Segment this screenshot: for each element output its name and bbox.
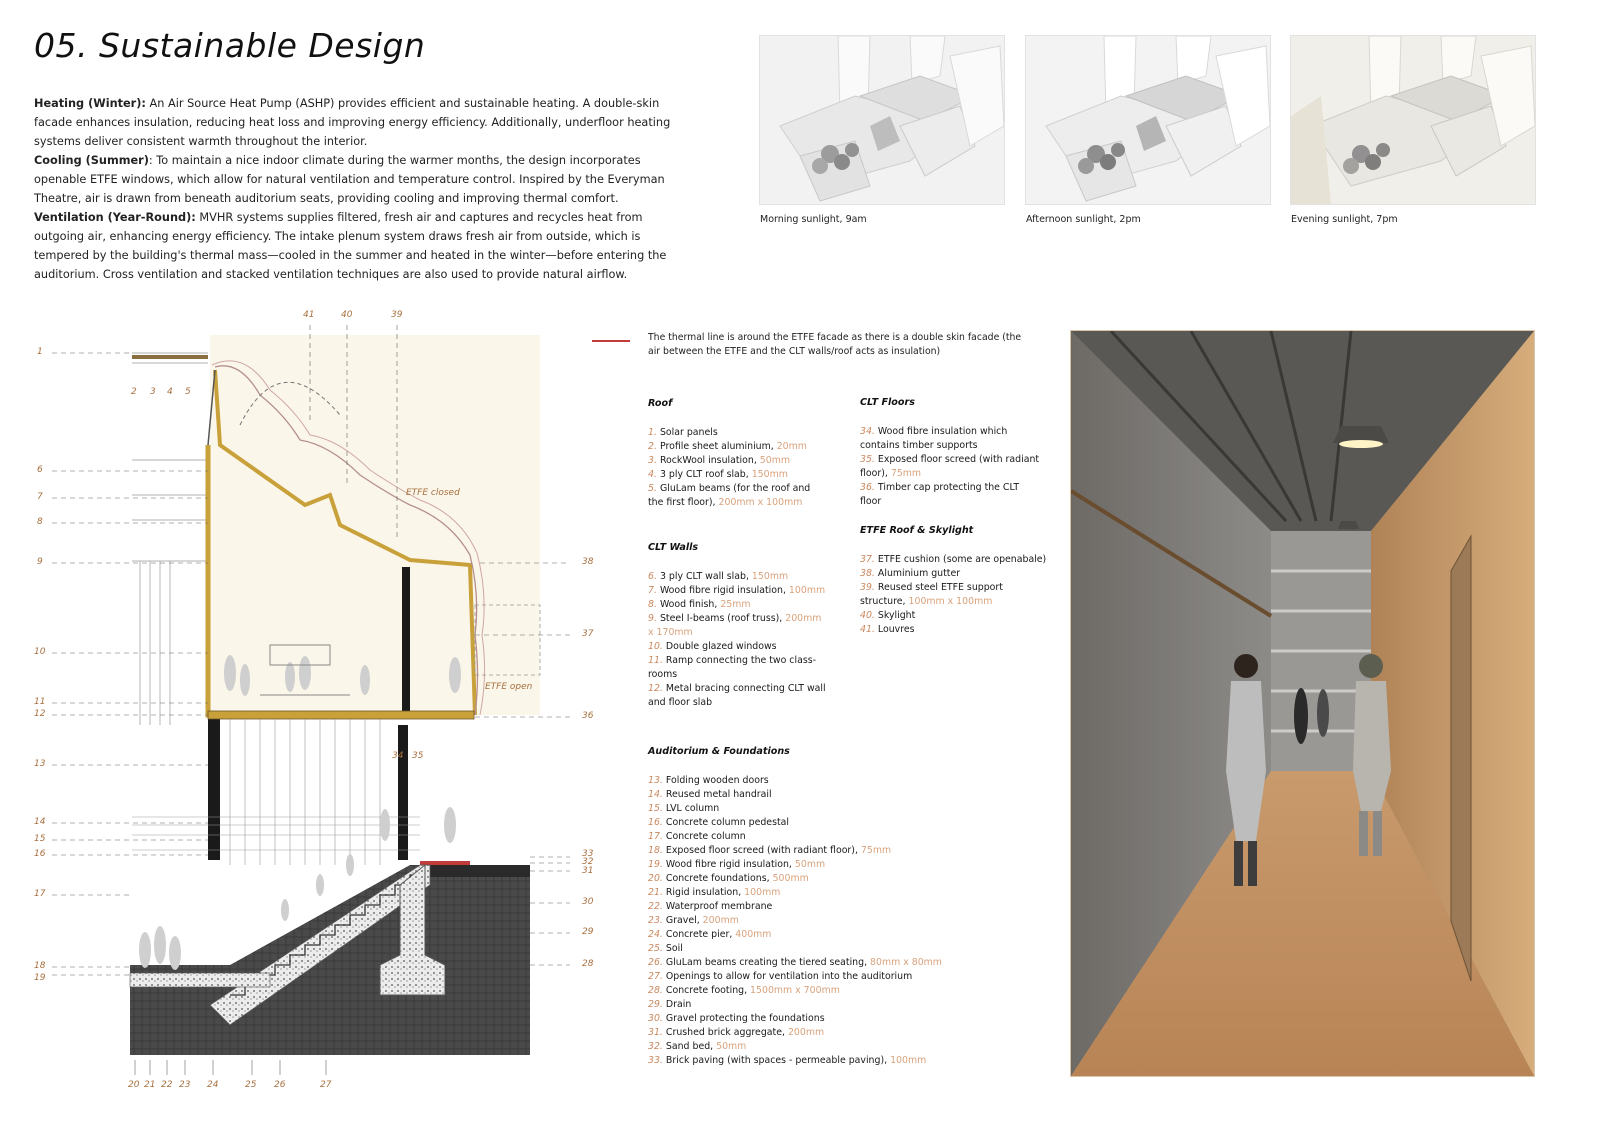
label-18: 18 (34, 961, 46, 971)
label-39: 39 (391, 310, 403, 320)
etfe-list (860, 553, 1050, 637)
component-item (648, 598, 828, 612)
clt-walls-list (648, 570, 828, 710)
intro-text (34, 94, 694, 284)
thermal-line-legend: The thermal line is around the ETFE facade as there is a double skin facade (the air between the ETFE and the CLT walls/roof acts as insulation) (648, 332, 1022, 357)
component-dimension: 50mm (759, 455, 790, 466)
component-number: 34. (860, 426, 875, 437)
component-number: 37. (860, 554, 875, 565)
component-item (648, 816, 968, 830)
component-text: Profile sheet aluminium, (659, 441, 777, 452)
component-text: Solar panels (659, 427, 718, 438)
component-text: 3 ply CLT roof slab, (659, 469, 752, 480)
component-item (648, 928, 968, 942)
component-number: 36. (860, 482, 875, 493)
component-text: Wood fibre rigid insulation, (665, 859, 795, 870)
component-number: 1. (648, 427, 657, 438)
page-title: 05. Sustainable Design (34, 26, 426, 65)
component-text: Concrete column (665, 831, 746, 842)
component-dimension: 20mm (776, 441, 807, 452)
component-number: 3. (648, 455, 657, 466)
component-item (648, 440, 828, 454)
component-item (648, 1026, 968, 1040)
label-17: 17 (34, 889, 46, 899)
label-32: 32 (582, 857, 594, 867)
label-20: 20 (128, 1080, 140, 1090)
component-text: LVL column (665, 803, 720, 814)
component-number: 40. (860, 610, 875, 621)
component-number: 29. (648, 999, 663, 1010)
component-dimension: 25mm (720, 599, 751, 610)
auditorium-heading: Auditorium & Foundations (648, 746, 790, 757)
component-number: 25. (648, 943, 663, 954)
label-28: 28 (582, 959, 594, 969)
component-item (648, 682, 828, 710)
component-dimension: 50mm (716, 1041, 747, 1052)
building-section-drawing (30, 305, 610, 1105)
component-dimension: 200mm (787, 1027, 825, 1038)
component-text: Folding wooden doors (665, 775, 769, 786)
sunlight-study-evening (1290, 35, 1536, 205)
label-23: 23 (179, 1080, 191, 1090)
component-item (648, 844, 968, 858)
component-text: Soil (665, 943, 683, 954)
component-number: 4. (648, 469, 657, 480)
etfe-closed-label: ETFE closed (406, 488, 460, 498)
component-number: 10. (648, 641, 663, 652)
component-item (648, 998, 968, 1012)
component-text: ETFE cushion (some are openabale) (877, 554, 1047, 565)
component-number: 12. (648, 683, 663, 694)
component-text: Sand bed, (665, 1041, 717, 1052)
sunlight-study-morning (759, 35, 1005, 205)
component-item (860, 453, 1040, 481)
etfe-heading: ETFE Roof & Skylight (860, 525, 974, 536)
sunlight-caption-morning: Morning sunlight, 9am (760, 214, 867, 225)
component-number: 7. (648, 585, 657, 596)
component-number: 5. (648, 483, 657, 494)
component-number: 24. (648, 929, 663, 940)
component-text: Wood finish, (659, 599, 721, 610)
component-number: 16. (648, 817, 663, 828)
label-4: 4 (167, 387, 173, 397)
component-text: Wood fibre rigid insulation, (659, 585, 789, 596)
component-item (648, 584, 828, 598)
label-5: 5 (185, 387, 191, 397)
corridor-render-svg (1071, 331, 1534, 1076)
component-text: Waterproof membrane (665, 901, 773, 912)
label-14: 14 (34, 817, 46, 827)
massing-model-afternoon (1026, 36, 1270, 204)
component-number: 27. (648, 971, 663, 982)
label-13: 13 (34, 759, 46, 769)
component-dimension: 1500mm x 700mm (750, 985, 840, 996)
label-38: 38 (582, 557, 594, 567)
component-text: Ramp connecting the two class-rooms (648, 655, 816, 680)
label-25: 25 (245, 1080, 257, 1090)
label-10: 10 (34, 647, 46, 657)
clt-walls-heading: CLT Walls (648, 542, 699, 553)
component-dimension: 100mm (788, 585, 826, 596)
component-item (860, 623, 1050, 637)
component-item (648, 1054, 968, 1068)
component-number: 32. (648, 1041, 663, 1052)
label-3: 3 (150, 387, 156, 397)
component-dimension: 100mm (890, 1055, 927, 1066)
component-item (648, 942, 968, 956)
component-number: 11. (648, 655, 663, 666)
label-8: 8 (37, 517, 43, 527)
roof-heading: Roof (648, 398, 673, 409)
component-item (648, 640, 828, 654)
component-text: Exposed floor screed (with radiant floor), (665, 845, 861, 856)
component-item (860, 553, 1050, 567)
cooling-label: Cooling (Summer) (34, 154, 149, 167)
component-number: 2. (648, 441, 657, 452)
component-dimension: 500mm (772, 873, 809, 884)
component-item (648, 956, 968, 970)
label-16: 16 (34, 849, 46, 859)
label-2: 2 (131, 387, 137, 397)
component-text: Reused metal handrail (665, 789, 772, 800)
label-1: 1 (37, 347, 43, 357)
cooling-paragraph (34, 151, 694, 208)
sunlight-caption-afternoon: Afternoon sunlight, 2pm (1026, 214, 1141, 225)
label-9: 9 (37, 557, 43, 567)
cooling-text: : To maintain a nice indoor climate during the warmer months, the design incorporates openable ETFE windows, which allow for natural ventilation and temperature control. Inspired by the Everyman Theatre, air is drawn from beneath auditorium seats, providing cooling and improving thermal comfort. (34, 154, 665, 205)
component-text: Concrete pier, (665, 929, 736, 940)
component-item (648, 1012, 968, 1026)
label-11: 11 (34, 697, 46, 707)
component-item (860, 425, 1040, 453)
component-item (648, 970, 968, 984)
component-number: 26. (648, 957, 663, 968)
label-40: 40 (341, 310, 353, 320)
label-21: 21 (144, 1080, 156, 1090)
component-text: Skylight (877, 610, 916, 621)
heating-text: An Air Source Heat Pump (ASHP) provides efficient and sustainable heating. A double-skin facade enhances insulation, reducing heat loss and improving energy efficiency. Additionally, underfloor heating systems deliver consistent warmth throughout the interior. (34, 97, 671, 148)
component-item (860, 481, 1040, 509)
component-item (648, 454, 828, 468)
component-item (648, 886, 968, 900)
component-text: Drain (665, 999, 692, 1010)
component-number: 22. (648, 901, 663, 912)
label-7: 7 (37, 492, 43, 502)
component-item (648, 612, 828, 640)
label-19: 19 (34, 973, 46, 983)
heating-paragraph (34, 94, 694, 151)
ventilation-label: Ventilation (Year-Round): (34, 211, 196, 224)
component-number: 33. (648, 1055, 663, 1066)
component-number: 9. (648, 613, 657, 624)
component-item (648, 570, 828, 584)
component-item (648, 802, 968, 816)
component-item (648, 788, 968, 802)
component-number: 31. (648, 1027, 663, 1038)
component-dimension: 200mm x 170mm (648, 613, 822, 638)
component-dimension: 75mm (890, 468, 922, 479)
component-item (648, 900, 968, 914)
component-text: GluLam beams (for the roof and the first floor), (648, 483, 811, 508)
component-text: Concrete foundations, (665, 873, 773, 884)
label-29: 29 (582, 927, 594, 937)
component-text: Steel I-beams (roof truss), (659, 613, 786, 624)
component-dimension: 200mm (702, 915, 739, 926)
component-dimension: 100mm (744, 887, 781, 898)
ventilation-paragraph (34, 208, 694, 284)
ventilation-text: MVHR systems supplies filtered, fresh air and captures and recycles heat from outgoing air, enhancing energy efficiency. The intake plenum system draws fresh air from outside, which is tempered by the building's thermal mass—cooled in the summer and heated in the winter—before entering the auditorium. Cross ventilation and stacked ventilation techniques are also used to provide natural airflow. (34, 211, 667, 281)
component-text: Concrete column pedestal (665, 817, 789, 828)
component-dimension: 400mm (735, 929, 772, 940)
label-6: 6 (37, 465, 43, 475)
component-text: Double glazed windows (665, 641, 777, 652)
component-item (860, 581, 1050, 609)
component-text: Exposed floor screed (with radiant floor), (860, 454, 1040, 479)
section-svg (30, 305, 610, 1105)
auditorium-list (648, 774, 968, 1068)
component-item (648, 426, 828, 440)
component-text: Gravel protecting the foundations (665, 1013, 825, 1024)
thermal-line-swatch (592, 340, 630, 342)
component-number: 13. (648, 775, 663, 786)
component-dimension: 100mm x 100mm (908, 596, 993, 607)
component-number: 15. (648, 803, 663, 814)
etfe-open-label: ETFE open (485, 682, 533, 692)
component-dimension: 75mm (860, 845, 892, 856)
component-item (648, 774, 968, 788)
label-34: 34 (392, 751, 404, 761)
roof-list (648, 426, 828, 510)
component-dimension: 150mm (751, 469, 788, 480)
sunlight-caption-evening: Evening sunlight, 7pm (1291, 214, 1398, 225)
component-item (648, 984, 968, 998)
component-dimension: 150mm (751, 571, 789, 582)
corridor-render (1070, 330, 1535, 1077)
component-text: Crushed brick aggregate, (665, 1027, 788, 1038)
component-item (648, 830, 968, 844)
component-dimension: 80mm x 80mm (870, 957, 942, 968)
component-number: 17. (648, 831, 663, 842)
component-text: Metal bracing connecting CLT wall and floor slab (648, 683, 826, 708)
component-number: 14. (648, 789, 663, 800)
component-text: Reused steel ETFE support structure, (860, 582, 1003, 607)
component-text: Gravel, (665, 915, 703, 926)
component-item (860, 567, 1050, 581)
label-27: 27 (320, 1080, 332, 1090)
component-number: 38. (860, 568, 875, 579)
label-24: 24 (207, 1080, 219, 1090)
label-35: 35 (412, 751, 424, 761)
component-text: 3 ply CLT wall slab, (659, 571, 752, 582)
massing-model-evening (1291, 36, 1535, 204)
component-item (648, 468, 828, 482)
component-dimension: 200mm x 100mm (718, 497, 803, 508)
component-number: 18. (648, 845, 663, 856)
clt-floors-list (860, 425, 1040, 509)
component-number: 21. (648, 887, 663, 898)
heating-label: Heating (Winter): (34, 97, 146, 110)
label-30: 30 (582, 897, 594, 907)
component-number: 35. (860, 454, 875, 465)
component-item (648, 858, 968, 872)
label-37: 37 (582, 629, 594, 639)
component-number: 30. (648, 1013, 663, 1024)
label-36: 36 (582, 711, 594, 721)
label-12: 12 (34, 709, 46, 719)
component-text: Aluminium gutter (877, 568, 961, 579)
massing-model-morning (760, 36, 1004, 204)
component-number: 28. (648, 985, 663, 996)
component-number: 39. (860, 582, 875, 593)
component-dimension: 50mm (794, 859, 826, 870)
label-15: 15 (34, 834, 46, 844)
component-number: 23. (648, 915, 663, 926)
component-text: Brick paving (with spaces - permeable paving), (665, 1055, 891, 1066)
component-number: 41. (860, 624, 875, 635)
component-item (648, 654, 828, 682)
label-31: 31 (582, 866, 594, 876)
component-number: 8. (648, 599, 657, 610)
component-text: Concrete footing, (665, 985, 751, 996)
component-number: 19. (648, 859, 663, 870)
component-item (648, 1040, 968, 1054)
component-text: Wood fibre insulation which contains timber supports (860, 426, 1008, 451)
sunlight-study-afternoon (1025, 35, 1271, 205)
label-26: 26 (274, 1080, 286, 1090)
label-22: 22 (161, 1080, 173, 1090)
component-text: Louvres (877, 624, 915, 635)
component-text: Rigid insulation, (665, 887, 745, 898)
component-item (648, 914, 968, 928)
component-text: RockWool insulation, (659, 455, 760, 466)
component-item (648, 872, 968, 886)
component-text: GluLam beams creating the tiered seating, (665, 957, 871, 968)
component-number: 6. (648, 571, 657, 582)
label-33: 33 (582, 849, 594, 859)
component-text: Timber cap protecting the CLT floor (860, 482, 1020, 507)
component-item (860, 609, 1050, 623)
clt-floors-heading: CLT Floors (860, 397, 915, 408)
label-41: 41 (303, 310, 315, 320)
component-item (648, 482, 828, 510)
component-number: 20. (648, 873, 663, 884)
component-text: Openings to allow for ventilation into the auditorium (665, 971, 913, 982)
